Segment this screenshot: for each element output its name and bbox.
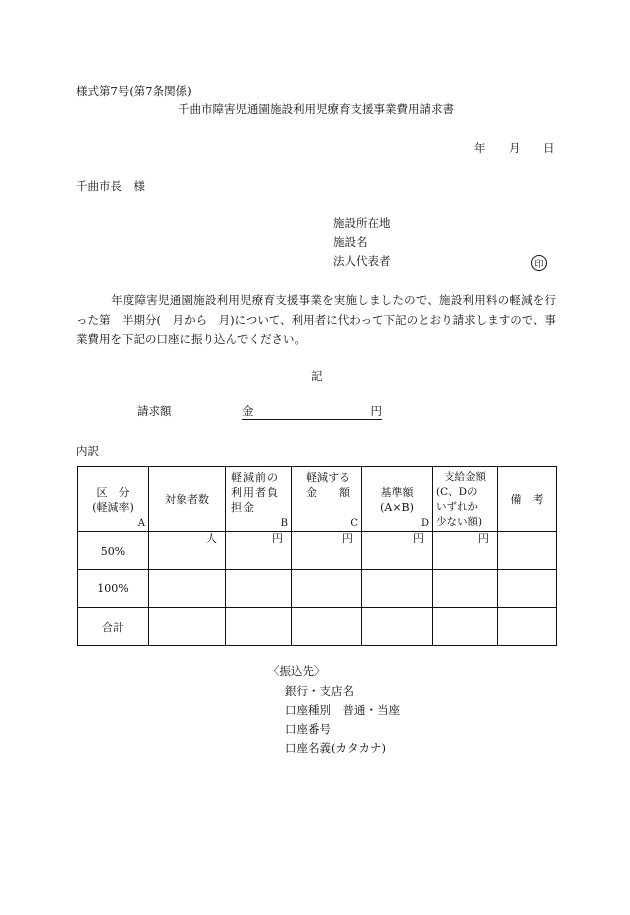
cell-remarks[interactable] (498, 532, 557, 570)
claim-yen: 円 (370, 404, 382, 418)
document-title: 千曲市障害児通園施設利用児療育支援事業費用請求書 (178, 102, 454, 116)
header-standard-amount: 基準額 (A×B) D (362, 467, 433, 532)
cell-reduction[interactable] (292, 608, 362, 646)
cell-standard[interactable] (362, 570, 433, 608)
table-header-row (78, 467, 557, 532)
claim-amount-field[interactable] (242, 406, 382, 420)
row-label-50: 50% (78, 532, 149, 570)
breakdown-label: 内訳 (76, 444, 99, 458)
table-row (78, 570, 557, 608)
cell-standard[interactable]: 円 (362, 532, 433, 570)
cell-user-burden[interactable]: 円 (226, 532, 292, 570)
ki-heading: 記 (311, 369, 323, 383)
account-number-label: 口座番号 (285, 722, 331, 736)
form-number: 様式第7号(第7条関係) (76, 84, 192, 98)
date-day: 日 (543, 141, 555, 155)
request-body-text: 年度障害児通園施設利用児療育支援事業を実施しましたので、施設利用料の軽減を行った第 半期分( 月から 月)について、利用者に代わって下記のとおり請求しますので、事業費用を下記の口座に振り込んでください。 (76, 293, 556, 346)
account-type-label: 口座種別 普通・当座 (285, 703, 400, 717)
cell-payment[interactable] (433, 608, 498, 646)
account-holder-label: 口座名義(カタカナ) (285, 741, 386, 755)
header-user-burden: 軽減前の 利用者負 担金 B (226, 467, 292, 532)
header-payment-amount: 支給金額 (C、Dの いずれか 少ない額) (433, 467, 498, 532)
cell-user-burden[interactable] (226, 570, 292, 608)
date-year: 年 (474, 141, 486, 155)
claim-kin: 金 (242, 404, 254, 418)
cell-persons[interactable] (149, 570, 226, 608)
addressee: 千曲市長 様 (76, 179, 145, 193)
row-label-total: 合計 (78, 608, 149, 646)
bank-branch-label: 銀行・支店名 (285, 684, 354, 698)
header-remarks: 備 考 (498, 467, 557, 532)
facility-name-label: 施設名 (333, 235, 368, 249)
transfer-heading: 〈振込先〉 (268, 664, 326, 678)
cell-persons[interactable] (149, 608, 226, 646)
header-persons: 対象者数 (149, 467, 226, 532)
header-reduction-amount: 軽減する 金 額 C (292, 467, 362, 532)
cell-payment[interactable] (433, 570, 498, 608)
table-row (78, 532, 557, 570)
cell-user-burden[interactable] (226, 608, 292, 646)
date-month: 月 (509, 141, 521, 155)
facility-address-label: 施設所在地 (333, 216, 391, 230)
header-category: 区 分 (軽減率) A (78, 467, 149, 532)
representative-label: 法人代表者 (333, 254, 391, 268)
cell-payment[interactable]: 円 (433, 532, 498, 570)
cell-standard[interactable] (362, 608, 433, 646)
cell-persons[interactable]: 人 (149, 532, 226, 570)
cell-remarks[interactable] (498, 608, 557, 646)
seal-mark: 印 (531, 255, 547, 271)
cell-reduction[interactable] (292, 570, 362, 608)
cell-remarks[interactable] (498, 570, 557, 608)
table-row (78, 608, 557, 646)
row-label-100: 100% (78, 570, 149, 608)
cell-reduction[interactable]: 円 (292, 532, 362, 570)
claim-amount-label: 請求額 (137, 404, 172, 418)
breakdown-table (77, 466, 557, 646)
